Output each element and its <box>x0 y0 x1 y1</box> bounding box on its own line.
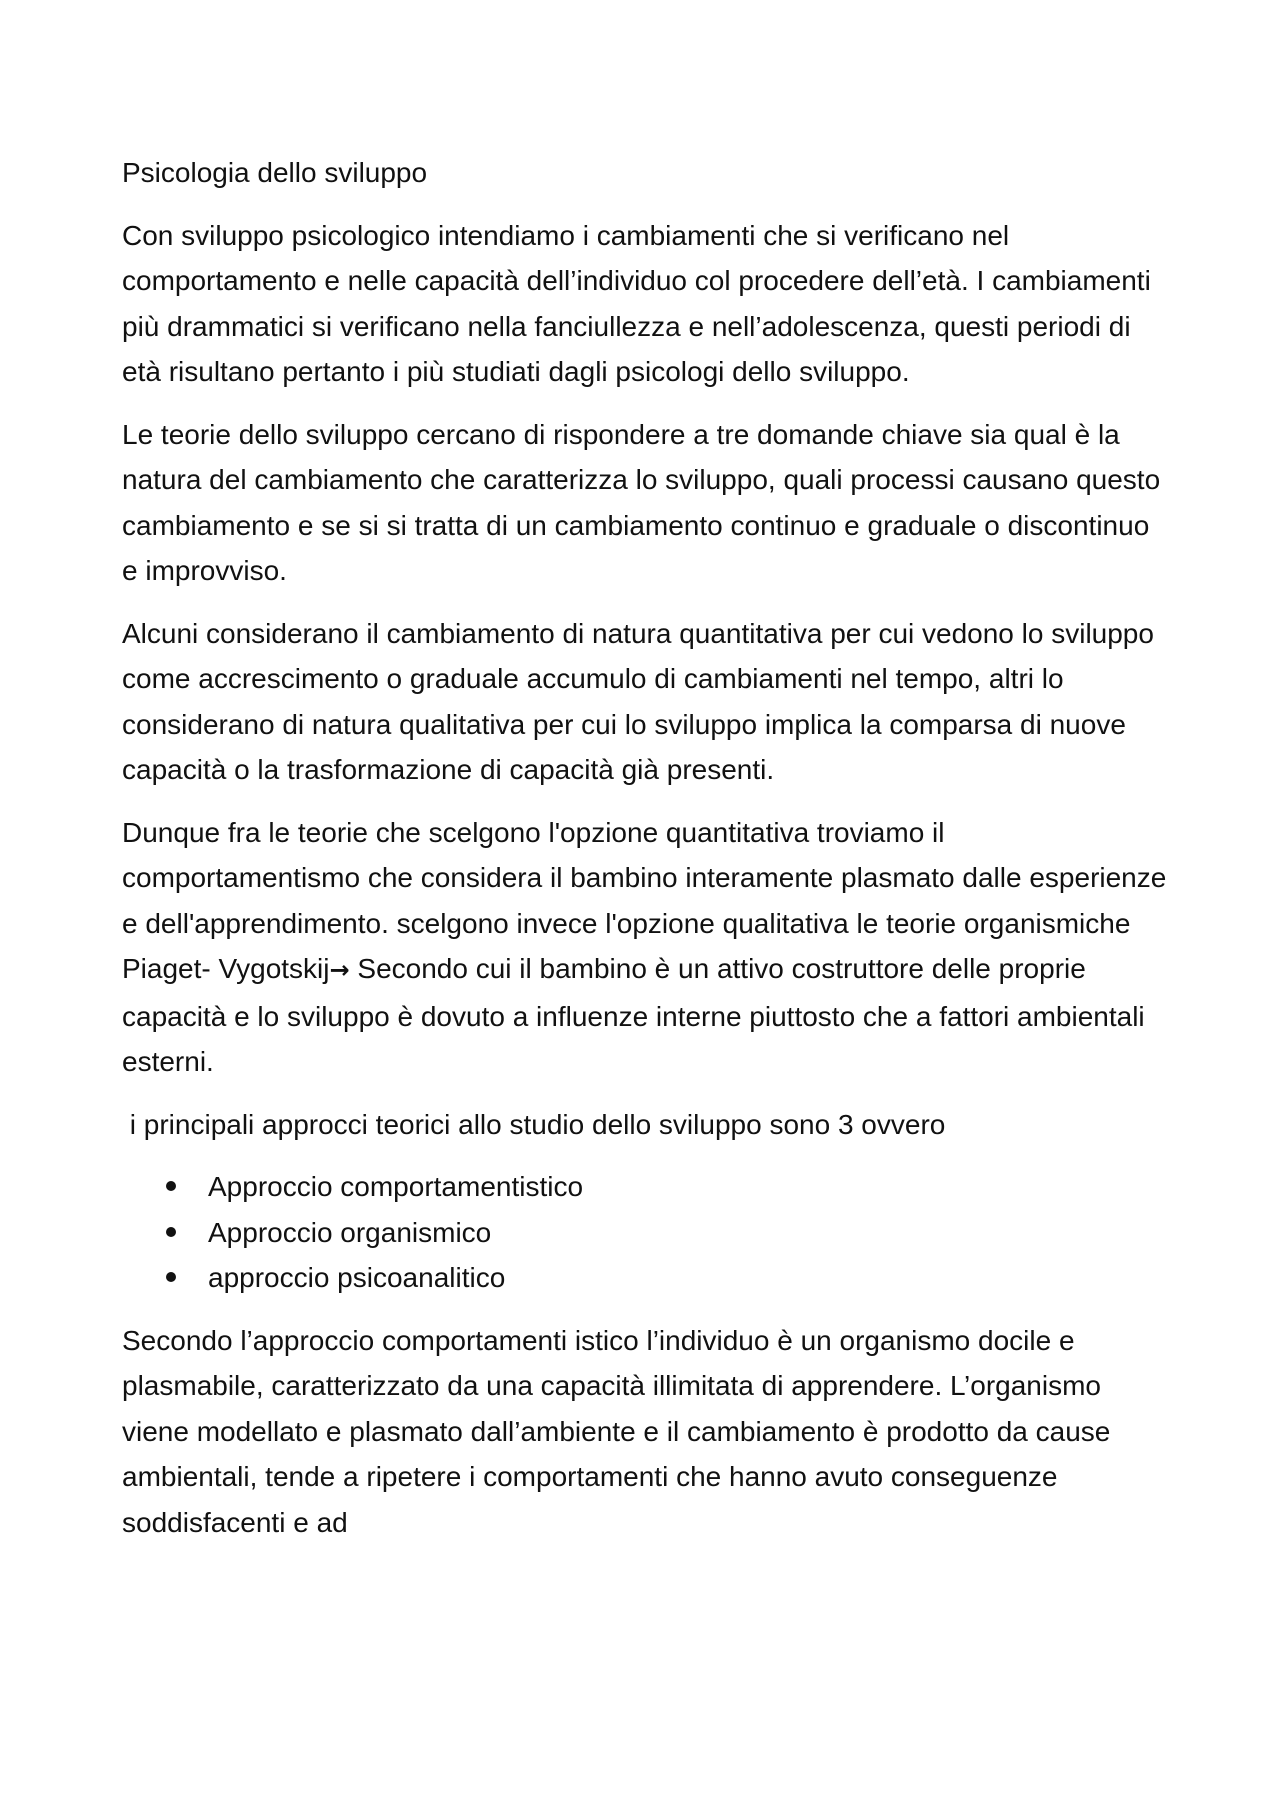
list-item-label: approccio psicoanalitico <box>208 1262 506 1293</box>
approcci-list <box>122 1164 1172 1301</box>
bullet-icon <box>166 1181 176 1191</box>
arrow-right-icon: → <box>329 956 350 984</box>
paragraph-approcci-intro: i principali approcci teorici allo studio dello sviluppo sono 3 ovvero <box>122 1108 946 1140</box>
paragraph-teorie-opzioni <box>122 810 1172 1085</box>
list-item-label: Approccio organismico <box>208 1216 492 1248</box>
paragraph-approccio-comportamentistico: Secondo l’approccio comportamenti istico l’individuo è un organismo docile e plasmabile, caratterizzato da una capacità illimitata di apprendere. L’organismo viene modellato e plasmato dall’ambiente e il cambiamento è prodotto da cause ambientali, tende a ripetere i comportamenti che hanno avuto conseguenze soddisfacenti e ad <box>122 1324 1111 1538</box>
bullet-icon <box>166 1272 176 1282</box>
paragraph-teorie-opzioni-part1: Dunque fra le teorie che scelgono l'opzione quantitativa troviamo il comportamentismo che considera il bambino interamente plasmato dalle esperienze e dell'apprendimento. scelgono invece l'opzione qualitativa le teorie organismiche Piaget- Vygotskij <box>122 816 1167 984</box>
list-item-label: Approccio comportamentistico <box>208 1171 584 1202</box>
document-body <box>122 150 1172 1562</box>
paragraph-sviluppo-definizione: Con sviluppo psicologico intendiamo i cambiamenti che si verificano nel comportamento e nelle capacità dell’individuo col procedere dell’età. I cambiamenti più drammatici si verificano nella fanciullezza e nell’adolescenza, questi periodi di età risultano pertanto i più studiati dagli psicologi dello sviluppo. <box>122 219 1151 387</box>
list-item <box>122 1164 1172 1210</box>
bullet-icon <box>166 1227 176 1237</box>
document-title: Psicologia dello sviluppo <box>122 157 428 188</box>
list-item <box>122 1210 1172 1256</box>
paragraph-teorie-domande: Le teorie dello sviluppo cercano di rispondere a tre domande chiave sia qual è la natura del cambiamento che caratterizza lo sviluppo, quali processi causano questo cambiamento e se si si tratta di un cambiamento continuo e graduale o discontinuo e improvviso. <box>122 418 1161 586</box>
paragraph-quantitativa-qualitativa: Alcuni considerano il cambiamento di natura quantitativa per cui vedono lo sviluppo come accrescimento o graduale accumulo di cambiamenti nel tempo, altri lo considerano di natura qualitativa per cui lo sviluppo implica la comparsa di nuove capacità o la trasformazione di capacità già presenti. <box>122 617 1154 785</box>
list-item <box>122 1255 1172 1301</box>
paragraph-teorie-opzioni-part2: Secondo cui il bambino è un attivo costruttore delle proprie capacità e lo sviluppo è dovuto a influenze interne piuttosto che a fattori ambientali esterni. <box>122 953 1145 1077</box>
